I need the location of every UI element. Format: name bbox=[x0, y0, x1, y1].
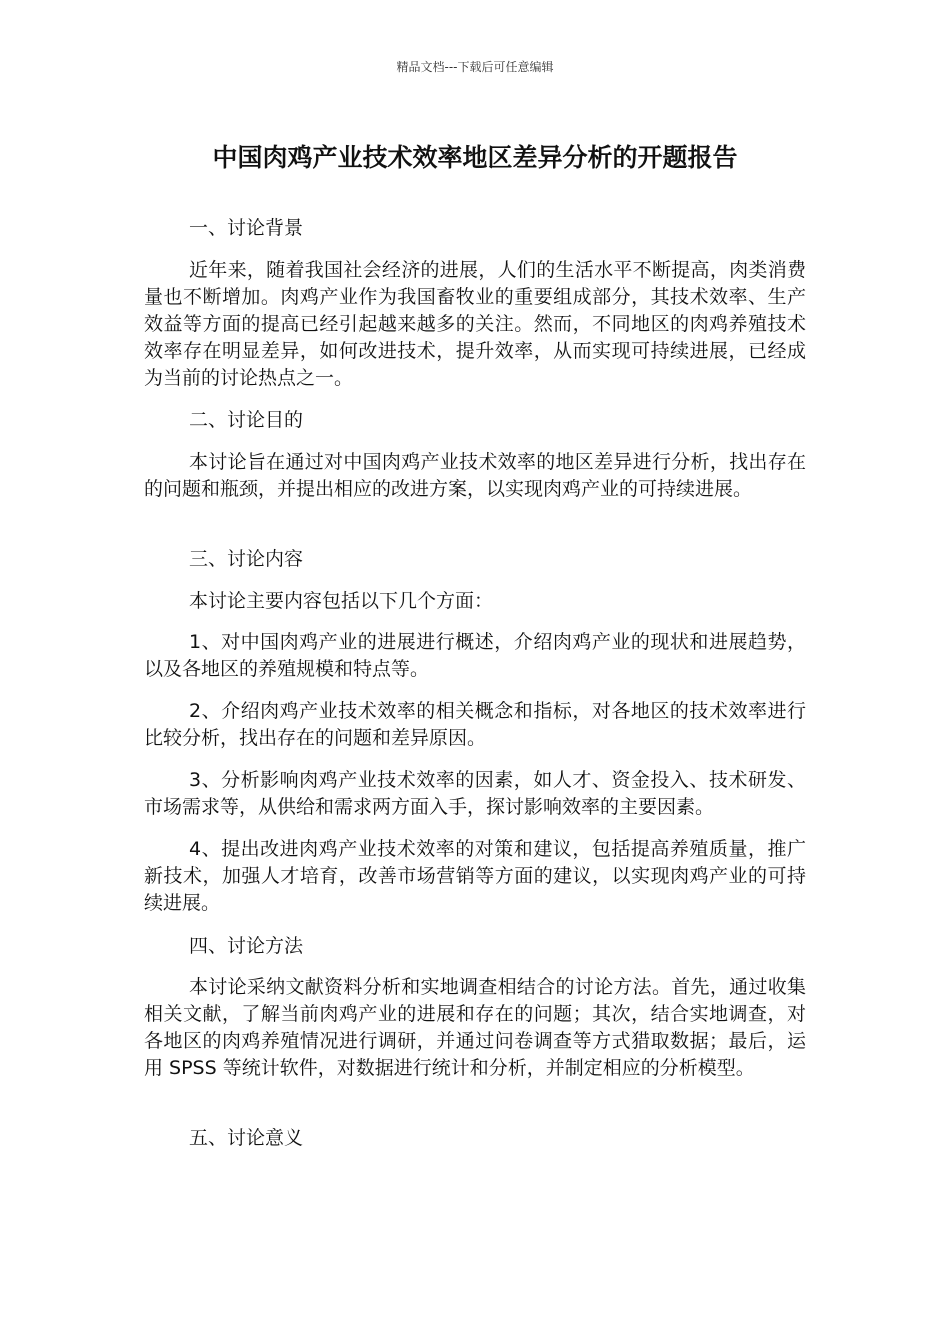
content-list-item-2: 2、介绍肉鸡产业技术效率的相关概念和指标，对各地区的技术效率进行比较分析，找出存在的问题和差异原因。 bbox=[144, 700, 806, 749]
content-list-item-1: 1、对中国肉鸡产业的进展进行概述，介绍肉鸡产业的现状和进展趋势，以及各地区的养殖规模和特点等。 bbox=[144, 631, 806, 680]
paragraph-method: 本讨论采纳文献资料分析和实地调查相结合的讨论方法。首先，通过收集相关文献，了解当前肉鸡产业的进展和存在的问题；其次，结合实地调查，对各地区的肉鸡养殖情况进行调研，并通过问卷调查等方式猎取数据；最后，运用 SPSS 等统计软件，对数据进行统计和分析，并制定相应的分析模型。 bbox=[144, 976, 806, 1079]
paragraph-purpose: 本讨论旨在通过对中国肉鸡产业技术效率的地区差异进行分析，找出存在的问题和瓶颈，并提出相应的改进方案，以实现肉鸡产业的可持续进展。 bbox=[144, 451, 806, 500]
paragraph-content-intro: 本讨论主要内容包括以下几个方面： bbox=[189, 590, 494, 612]
section-heading-method: 四、讨论方法 bbox=[189, 935, 304, 957]
document-title: 中国肉鸡产业技术效率地区差异分析的开题报告 bbox=[212, 143, 738, 172]
content-list-item-3: 3、分析影响肉鸡产业技术效率的因素，如人才、资金投入、技术研发、市场需求等，从供给和需求两方面入手，探讨影响效率的主要因素。 bbox=[144, 769, 806, 818]
page-header-note: 精品文档---下载后可任意编辑 bbox=[396, 60, 554, 74]
content-list-item-4: 4、提出改进肉鸡产业技术效率的对策和建议，包括提高养殖质量，推广新技术，加强人才培育，改善市场营销等方面的建议，以实现肉鸡产业的可持续进展。 bbox=[144, 838, 806, 914]
section-heading-background: 一、讨论背景 bbox=[189, 217, 304, 239]
paragraph-background: 近年来，随着我国社会经济的进展，人们的生活水平不断提高，肉类消费量也不断增加。肉鸡产业作为我国畜牧业的重要组成部分，其技术效率、生产效益等方面的提高已经引起越来越多的关注。然而，不同地区的肉鸡养殖技术效率存在明显差异，如何改进技术，提升效率，从而实现可持续进展，已经成为当前的讨论热点之一。 bbox=[144, 259, 806, 389]
section-heading-content: 三、讨论内容 bbox=[189, 548, 304, 570]
section-heading-significance: 五、讨论意义 bbox=[189, 1127, 304, 1149]
section-heading-purpose: 二、讨论目的 bbox=[189, 409, 304, 431]
